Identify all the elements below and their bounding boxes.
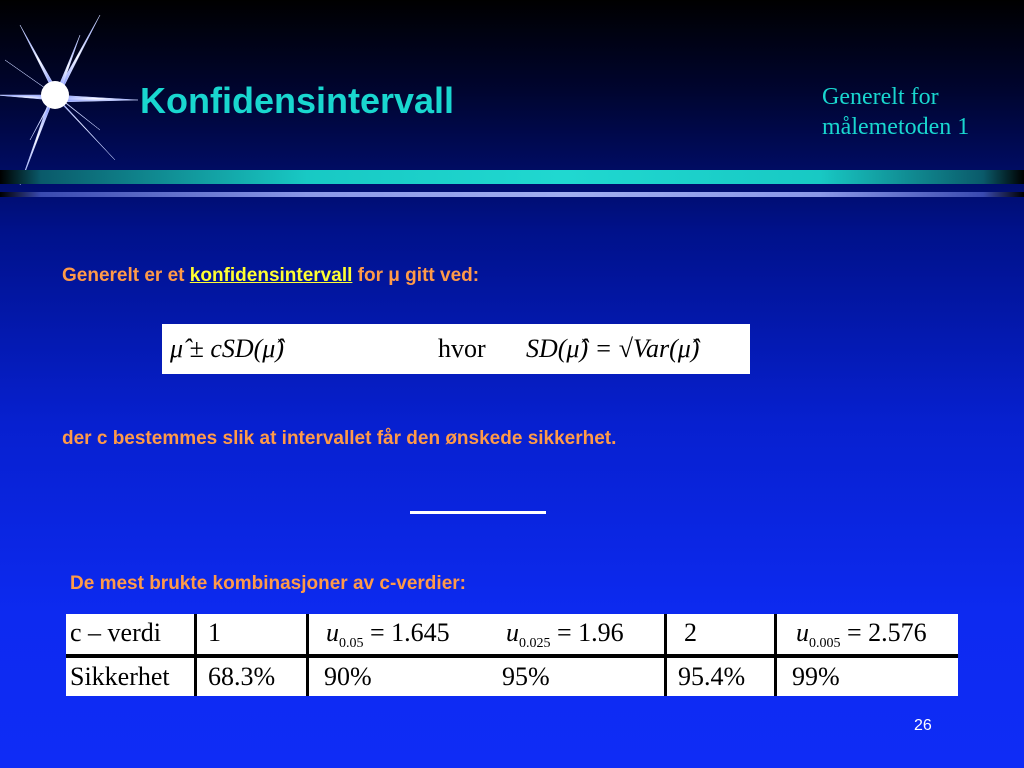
table-row1-c1: 1 bbox=[208, 618, 221, 647]
table-row1-c2: $u_{0.05} = 1.645$ bbox=[326, 618, 450, 652]
formula-hvor: hvor bbox=[438, 334, 486, 363]
table-row2-label: Sikkerhet bbox=[70, 662, 170, 691]
intro-prefix: Generelt er et bbox=[62, 265, 190, 286]
table-row-separator bbox=[66, 654, 958, 658]
formula-interval: μ̂ ± cSD(μ̂) bbox=[170, 334, 285, 363]
table-row2-c1: 68.3% bbox=[208, 662, 276, 691]
table-row1-c5: $u_{0.005} = 2.576$ bbox=[796, 618, 927, 652]
intro-keyword: konfidensintervall bbox=[189, 265, 353, 286]
slide-title: Konfidensintervall bbox=[140, 80, 455, 121]
c-value-table bbox=[66, 614, 958, 696]
slide-subtitle bbox=[822, 82, 969, 142]
subtitle-line-1: Generelt for bbox=[822, 84, 939, 110]
description-text: der c bestemmes slik at intervallet får den ønskede sikkerhet. bbox=[62, 428, 617, 449]
header-bar-blue bbox=[0, 192, 1024, 197]
table-row2-c5: 99% bbox=[792, 662, 840, 691]
table-intro-text: De mest brukte kombinasjoner av c-verdier: bbox=[70, 573, 466, 594]
formula-box bbox=[162, 324, 750, 374]
table-row2-c4: 95.4% bbox=[678, 662, 746, 691]
table-row1-label: c – verdi bbox=[70, 618, 161, 647]
table-col-separator bbox=[774, 614, 777, 696]
table-row2-c3: 95% bbox=[502, 662, 550, 691]
intro-text bbox=[62, 265, 479, 287]
table-col-separator bbox=[306, 614, 309, 696]
table-col-separator bbox=[194, 614, 197, 696]
page-number: 26 bbox=[914, 717, 932, 734]
table-row1-c3: $u_{0.025} = 1.96$ bbox=[506, 618, 624, 652]
subtitle-line-2: målemetoden 1 bbox=[822, 114, 970, 140]
table-row2-c2: 90% bbox=[324, 662, 372, 691]
table-row1-c4: 2 bbox=[684, 618, 697, 647]
intro-suffix: for μ gitt ved: bbox=[352, 265, 480, 286]
divider-line bbox=[410, 511, 546, 514]
header-bar-teal bbox=[0, 170, 1024, 184]
table-col-separator bbox=[664, 614, 667, 696]
formula-sd: SD(μ̂) = √Var(μ̂) bbox=[526, 334, 700, 363]
